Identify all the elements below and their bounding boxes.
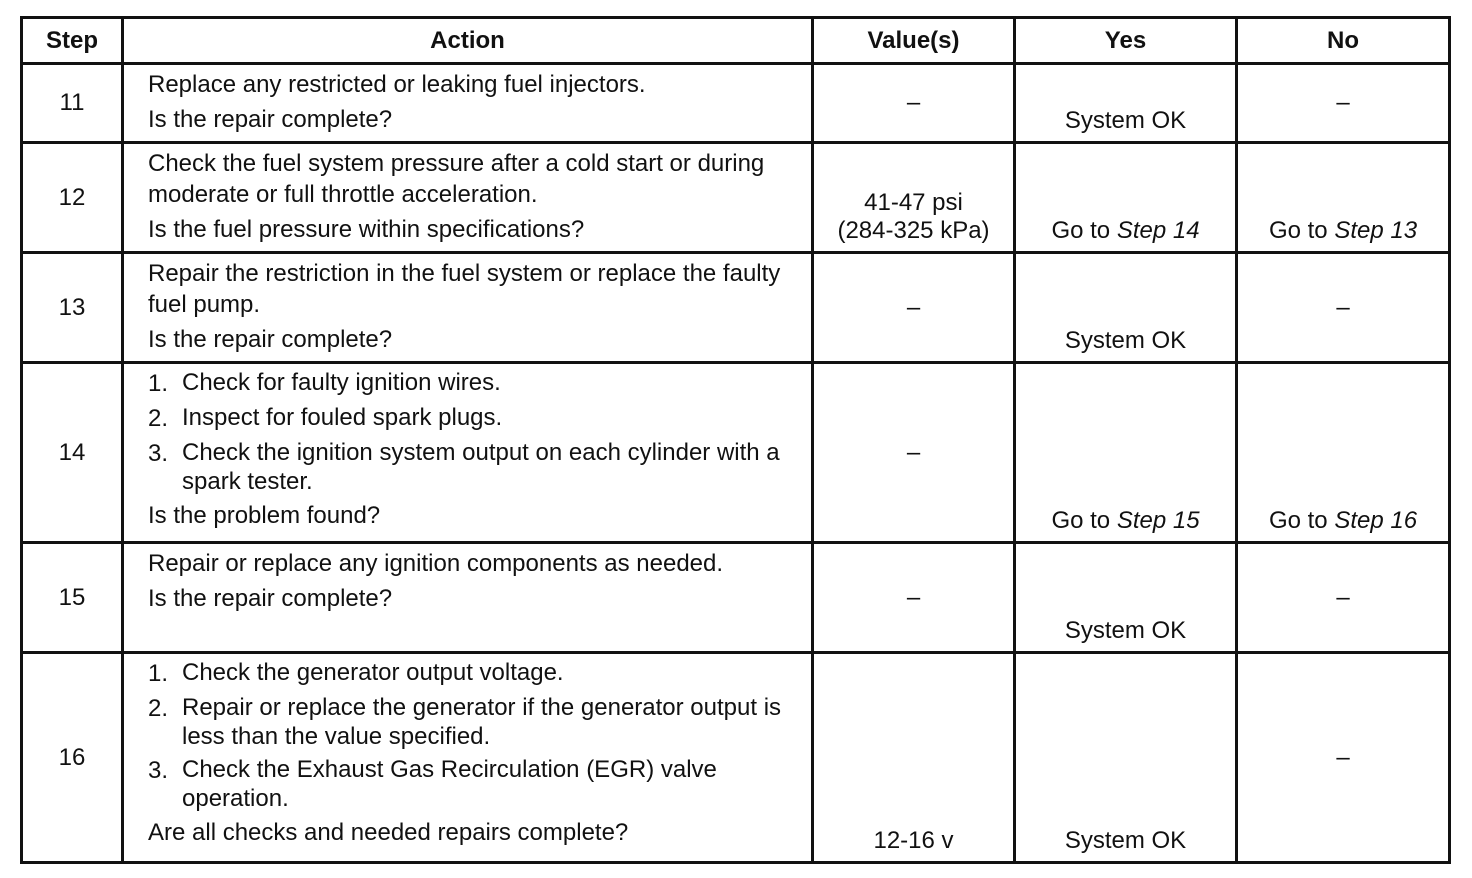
no-cell (1237, 143, 1450, 253)
no-cell: – (1237, 543, 1450, 653)
action-cell (123, 143, 813, 253)
list-item (148, 368, 795, 399)
item-text: Check the generator output voltage. (182, 659, 564, 686)
no-cell: – (1237, 653, 1450, 863)
action-question: Is the problem found? (148, 502, 381, 529)
diagnostic-table (20, 16, 1451, 864)
value-cell: – (813, 363, 1015, 543)
yes-cell: System OK (1015, 653, 1237, 863)
header-no: No (1237, 18, 1450, 64)
header-values: Value(s) (813, 18, 1015, 64)
item-text: Check for faulty ignition wires. (182, 369, 501, 396)
value-kpa: (284-325 kPa) (837, 217, 990, 244)
step-number: 16 (22, 653, 123, 863)
yes-cell: System OK (1015, 253, 1237, 363)
no-cell: – (1237, 253, 1450, 363)
list-item (148, 693, 795, 751)
header-action: Action (123, 18, 813, 64)
no-cell: – (1237, 64, 1450, 143)
item-number: 2. (148, 695, 169, 722)
action-text: Repair the restriction in the fuel system or replace the faulty fuel pump. (148, 260, 781, 318)
action-cell (123, 543, 813, 653)
list-item (148, 658, 795, 689)
step-number: 15 (22, 543, 123, 653)
table-row-step-14 (22, 363, 1450, 543)
action-question: Is the repair complete? (148, 326, 393, 353)
step-number: 13 (22, 253, 123, 363)
item-number: 3. (148, 757, 169, 784)
table-row-step-15 (22, 543, 1450, 653)
no-cell (1237, 363, 1450, 543)
step-link[interactable]: Step 13 (1334, 217, 1418, 244)
yes-cell (1015, 363, 1237, 543)
table-row-step-11 (22, 64, 1450, 143)
goto-prefix: Go to (1051, 507, 1117, 534)
goto-prefix: Go to (1268, 507, 1335, 534)
item-text: Repair or replace the generator if the generator output is less than the value specified. (182, 694, 782, 750)
item-number: 2. (148, 405, 169, 432)
step-link[interactable]: Step 16 (1334, 507, 1418, 534)
header-step: Step (22, 18, 123, 64)
action-question: Is the repair complete? (148, 585, 393, 612)
table-row-step-13 (22, 253, 1450, 363)
action-text: Replace any restricted or leaking fuel injectors. (148, 71, 646, 98)
value-cell: – (813, 543, 1015, 653)
item-number: 3. (148, 440, 169, 467)
value-psi: 41-47 psi (864, 189, 963, 216)
action-cell (123, 64, 813, 143)
action-cell (123, 363, 813, 543)
action-cell (123, 253, 813, 363)
action-question: Are all checks and needed repairs complete? (148, 819, 629, 846)
item-text: Inspect for fouled spark plugs. (182, 404, 503, 431)
step-number: 12 (22, 143, 123, 253)
yes-cell: System OK (1015, 543, 1237, 653)
step-link[interactable]: Step 15 (1116, 507, 1200, 534)
value-cell: – (813, 253, 1015, 363)
table-row-step-12 (22, 143, 1450, 253)
list-item (148, 438, 795, 496)
value-cell: – (813, 64, 1015, 143)
step-number: 11 (22, 64, 123, 143)
yes-cell: System OK (1015, 64, 1237, 143)
item-text: Check the Exhaust Gas Recirculation (EGR) valve operation. (182, 756, 717, 812)
action-question: Is the fuel pressure within specifications? (148, 216, 585, 243)
action-question: Is the repair complete? (148, 106, 393, 133)
list-item (148, 403, 795, 434)
item-number: 1. (148, 660, 169, 687)
goto-prefix: Go to (1051, 217, 1117, 244)
action-text: Check the fuel system pressure after a cold start or during moderate or full throttle acceleration. (148, 150, 765, 208)
list-item (148, 755, 795, 813)
action-cell (123, 653, 813, 863)
value-cell: 12-16 v (813, 653, 1015, 863)
step-number: 14 (22, 363, 123, 543)
yes-cell (1015, 143, 1237, 253)
step-link[interactable]: Step 14 (1116, 217, 1200, 244)
goto-prefix: Go to (1268, 217, 1335, 244)
item-text: Check the ignition system output on each cylinder with a spark tester. (182, 439, 780, 495)
header-yes: Yes (1015, 18, 1237, 64)
value-cell (813, 143, 1015, 253)
table-row-step-16 (22, 653, 1450, 863)
item-number: 1. (148, 370, 169, 397)
action-text: Repair or replace any ignition components as needed. (148, 550, 724, 577)
header-row (22, 18, 1450, 64)
